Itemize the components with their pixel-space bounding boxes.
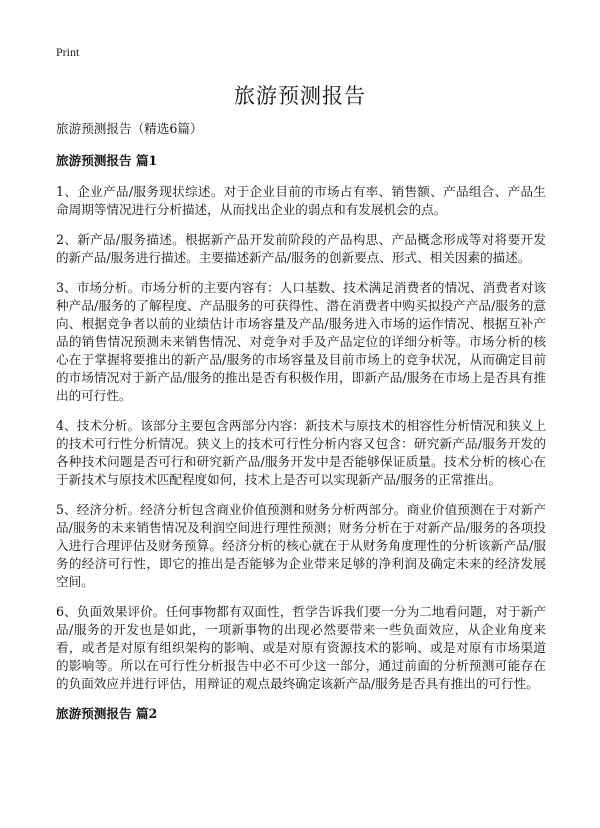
paragraph-6: 6、负面效果评价。任何事物都有双面性，哲学告诉我们要一分为二地看问题，对于新产品/服务的开发也是如此，一项新事物的出现必然要带来一些负面效应，从企业角度来看，或者是对原有组织架构的影响、或是对原有资源技术的影响、或是对原有市场渠道的影响等。所以在可行性分析报告中必不可少这一部分，通过前面的分析预测可能存在的负面效应并进行评估，用辩证的观点最终确定该新产品/服务是否具有推出的可行性。 [56, 604, 546, 691]
document-body [56, 120, 546, 736]
paragraph-4: 4、技术分析。该部分主要包含两部分内容：新技术与原技术的相容性分析情况和狭义上的技术可行性分析情况。狭义上的技术可行性分析内容又包含：研究新产品/服务开发的各种技术问题是否可行和研究新产品/服务开发中是否能够保证质量。技术分析的核心在于新技术与原技术匹配程度如何，技术上是否可以实现新产品/服务的正常推出。 [56, 418, 546, 487]
paragraph-5: 5、经济分析。经济分析包含商业价值预测和财务分析两部分。商业价值预测在于对新产品/服务的未来销售情况及利润空间进行理性预测；财务分析在于对新产品/服务的各项投入进行合理评估及财务预算。经济分析的核心就在于从财务角度理性的分析该新产品/服务的经济可行性，即它的推出是否能够为企业带来足够的净利润及确定未来的经济发展空间。 [56, 502, 546, 589]
document-subtitle: 旅游预测报告（精选6篇） [56, 121, 203, 136]
print-link[interactable]: Print [56, 45, 80, 59]
section-heading-2: 旅游预测报告 篇2 [56, 706, 158, 721]
paragraph-2: 2、新产品/服务描述。根据新产品开发前阶段的产品构思、产品概念形成等对将要开发的新产品/服务进行描述。主要描述新产品/服务的创新要点、形式、相关因素的描述。 [56, 232, 546, 265]
paragraph-1: 1、企业产品/服务现状综述。对于企业目前的市场占有率、销售额、产品组合、产品生命周期等情况进行分析描述，从而找出企业的弱点和有发展机会的点。 [56, 184, 546, 217]
paragraph-3: 3、市场分析。市场分析的主要内容有：人口基数、技术满足消费者的情况、消费者对该种产品/服务的了解程度、产品服务的可获得性、潜在消费者中购买拟投产产品/服务的意向、根据竞争者以前的业绩估计市场容量及产品/服务进入市场的运作情况、根据互补产品的销售情况预测未来销售情况、对竞争对手及产品定位的详细分析等。市场分析的核心在于掌握将要推出的新产品/服务的市场容量及目前市场上的竞争状况，从而确定目前的市场情况对于新产品/服务的推出是否有积极作用，即新产品/服务在市场上是否具有推出的可行性。 [56, 280, 546, 403]
page-title: 旅游预测报告 [234, 84, 366, 108]
section-heading-1: 旅游预测报告 篇1 [56, 153, 158, 168]
